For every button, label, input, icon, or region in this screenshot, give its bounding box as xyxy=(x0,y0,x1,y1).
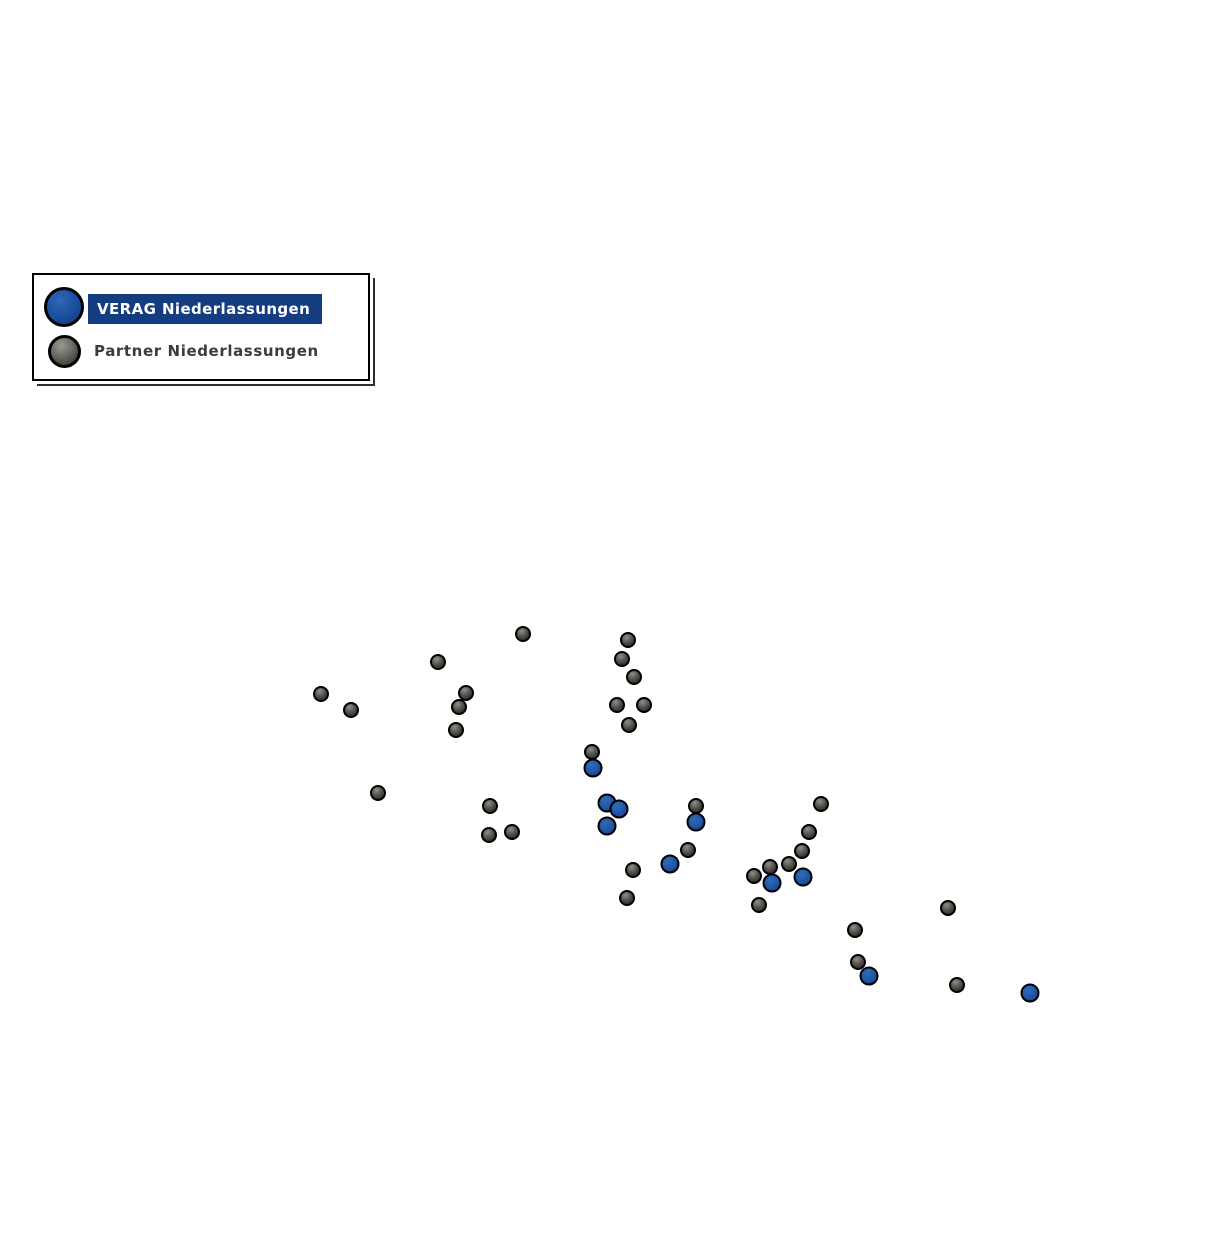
map-marker-partner[interactable] xyxy=(515,626,531,642)
map-marker-verag[interactable] xyxy=(584,759,603,778)
map-marker-partner[interactable] xyxy=(746,868,762,884)
map-marker-verag[interactable] xyxy=(860,967,879,986)
map-marker-partner[interactable] xyxy=(370,785,386,801)
map-marker-verag[interactable] xyxy=(610,800,629,819)
map-marker-verag[interactable] xyxy=(1021,984,1040,1003)
map-marker-partner[interactable] xyxy=(751,897,767,913)
map-marker-partner[interactable] xyxy=(430,654,446,670)
map-marker-partner[interactable] xyxy=(609,697,625,713)
map-marker-partner[interactable] xyxy=(940,900,956,916)
map-marker-partner[interactable] xyxy=(847,922,863,938)
map-marker-partner[interactable] xyxy=(626,669,642,685)
map-marker-partner[interactable] xyxy=(614,651,630,667)
map-marker-verag[interactable] xyxy=(794,868,813,887)
map-marker-partner[interactable] xyxy=(680,842,696,858)
map-marker-verag[interactable] xyxy=(598,817,617,836)
map-marker-partner[interactable] xyxy=(482,798,498,814)
map-marker-verag[interactable] xyxy=(763,874,782,893)
map-marker-verag[interactable] xyxy=(687,813,706,832)
map-marker-partner[interactable] xyxy=(451,699,467,715)
map-marker-partner[interactable] xyxy=(781,856,797,872)
legend-label-verag: VERAG Niederlassungen xyxy=(88,294,322,324)
map-marker-partner[interactable] xyxy=(481,827,497,843)
map-marker-partner[interactable] xyxy=(949,977,965,993)
map-marker-partner[interactable] xyxy=(813,796,829,812)
map-marker-partner[interactable] xyxy=(794,843,810,859)
map-marker-partner[interactable] xyxy=(504,824,520,840)
map-marker-partner[interactable] xyxy=(621,717,637,733)
map-marker-partner[interactable] xyxy=(343,702,359,718)
map-marker-partner[interactable] xyxy=(313,686,329,702)
map-marker-verag[interactable] xyxy=(661,855,680,874)
map-marker-partner[interactable] xyxy=(636,697,652,713)
map-marker-partner[interactable] xyxy=(619,890,635,906)
map-marker-partner[interactable] xyxy=(620,632,636,648)
legend-label-partner: Partner Niederlassungen xyxy=(94,342,319,360)
map-marker-partner[interactable] xyxy=(801,824,817,840)
map-marker-partner[interactable] xyxy=(448,722,464,738)
map-marker-partner[interactable] xyxy=(625,862,641,878)
